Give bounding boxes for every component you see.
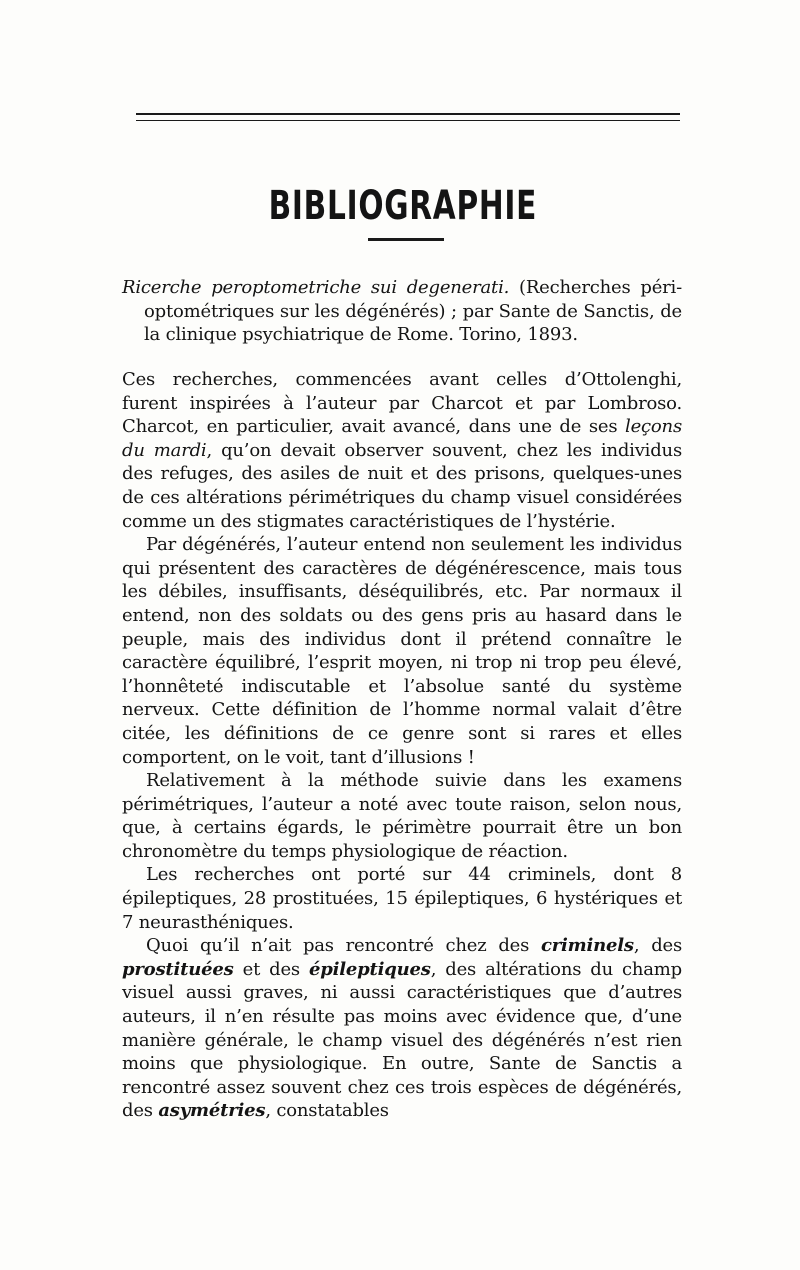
title-underline	[368, 238, 444, 241]
header-rule-thin	[136, 120, 680, 121]
paragraph-1-text-a: Ces recherches, commencées avant celles d’Ottolenghi, furent inspirées à l’auteur par Charcot et par Lombroso. Charcot, en particulier, avait avancé, dans une de ses	[122, 369, 682, 438]
paragraph-1	[122, 368, 682, 533]
reference-details: (Recherches péri-optométriques sur les dégénérés) ; par Sante de Sanctis, de la clinique psychiatrique de Rome. Torino, 1893.	[144, 277, 682, 346]
paragraph-5-text-a: Quoi qu’il n’ait pas rencontré chez des	[146, 935, 541, 957]
paragraph-3: Relativement à la méthode suivie dans les examens périmétriques, l’auteur a noté avec toute raison, selon nous, que, à certains égards, le périmètre pourrait être un bon chronomètre du temps physiologique de réaction.	[122, 770, 682, 862]
bibliographic-reference	[122, 276, 682, 347]
paragraph-1-emphasis: leçons du mardi	[122, 416, 682, 461]
paragraph-5-emphasis-asymetries: asymétries	[158, 1100, 266, 1122]
paragraph-5-text-b: , des	[633, 935, 683, 957]
paragraph-5-emphasis-prostituees: prostituées	[122, 958, 234, 980]
review-body	[122, 368, 682, 1123]
paragraph-5-emphasis-epileptiques: épileptiques	[308, 958, 431, 980]
header-rule-thick	[136, 113, 680, 115]
paragraph-5-text-e: , constatables	[265, 1100, 389, 1122]
reference-title: Ricerche peroptometriche sui degenerati.	[122, 277, 510, 298]
page-title: BIBLIOGRAPHIE	[268, 183, 538, 229]
paragraph-1-text-b: , qu’on devait observer souvent, chez les individus des refuges, des asiles de nuit et des prisons, quelques-unes de ces altérations périmétriques du champ visuel considérées comme un des stigmates caractéristiques de l’hystérie.	[122, 439, 682, 532]
paragraph-4: Les recherches ont porté sur 44 criminels, dont 8 épileptiques, 28 prostituées, 15 épileptiques, 6 hystériques et 7 neurasthéniques.	[122, 864, 682, 933]
paragraph-5-text-c: et des	[233, 958, 309, 980]
paragraph-5	[122, 934, 682, 1123]
paragraph-5-text-d: , des altérations du champ visuel aussi graves, ni aussi caractéristiques que d’autres auteurs, il n’en résulte pas moins avec évidence que, d’une manière générale, le champ visuel des dégénérés n’est rien moins que physiologique. En outre, Sante de Sanctis a rencontré assez souvent chez ces trois espèces de dégénérés, des	[122, 958, 682, 1122]
paragraph-2: Par dégénérés, l’auteur entend non seulement les individus qui présentent des caractères de dégénérescence, mais tous les débiles, insuffisants, déséquilibrés, etc. Par normaux il entend, non des soldats ou des gens pris au hasard dans le peuple, mais des individus dont il prétend connaître le caractère équilibré, l’esprit moyen, ni trop ni trop peu élevé, l’honnêteté indiscutable et l’absolue santé du système nerveux. Cette définition de l’homme normal valait d’être citée, les définitions de ce genre sont si rares et elles comportent, on le voit, tant d’illusions !	[122, 534, 682, 768]
paragraph-5-emphasis-criminels: criminels	[540, 935, 634, 957]
